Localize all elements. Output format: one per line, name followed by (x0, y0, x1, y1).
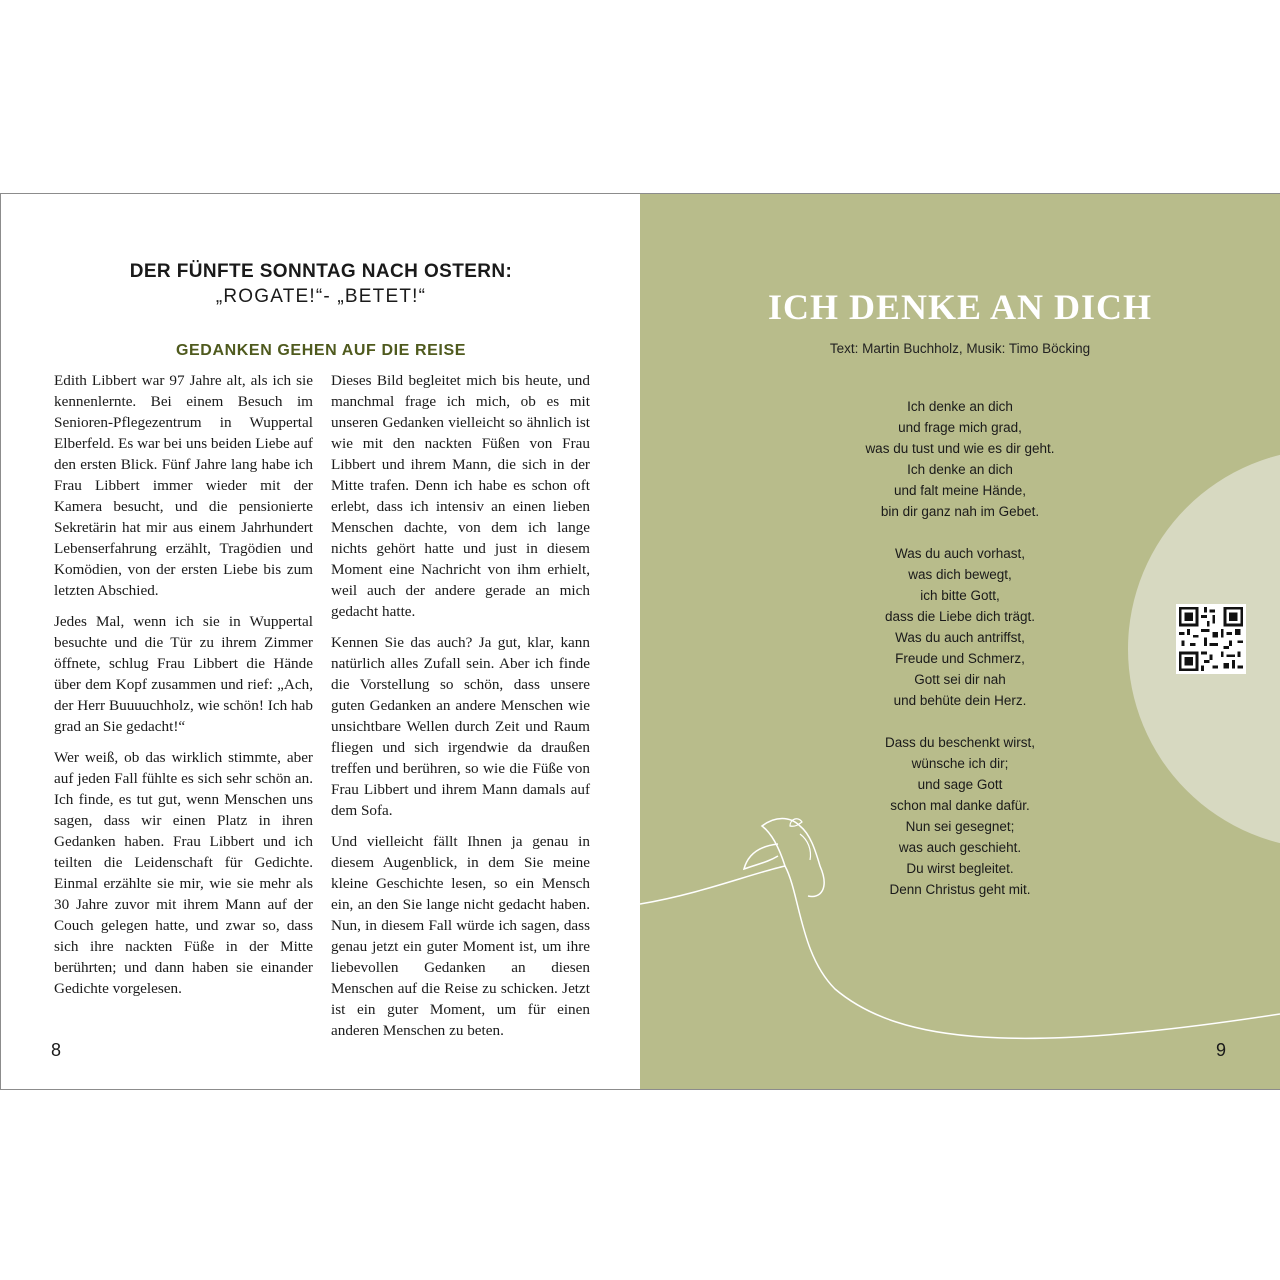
lyric-line: und falt meine Hände, (893, 483, 1027, 498)
lyric-line: ich bitte Gott, (920, 588, 1000, 603)
lyrics (810, 396, 1110, 921)
lyric-line: Du wirst begleitet. (906, 861, 1014, 876)
lyric-line: und frage mich grad, (898, 420, 1022, 435)
stanza (810, 543, 1110, 711)
lyric-line: Was du auch antriffst, (895, 630, 1025, 645)
lyric-line: Ich denke an dich (907, 462, 1013, 477)
right-page (640, 194, 1280, 1089)
lyric-line: was dich bewegt, (908, 567, 1012, 582)
lyric-line: Nun sei gesegnet; (905, 819, 1015, 834)
song-title: ICH DENKE AN DICH (767, 287, 1153, 327)
book-spread (0, 193, 1280, 1090)
section-heading: GEDANKEN GEHEN AUF DIE REISE (175, 342, 467, 359)
song-credit: Text: Martin Buchholz, Musik: Timo Böcking (829, 341, 1091, 356)
lyric-line: Gott sei dir nah (914, 672, 1006, 687)
paragraph: Und vielleicht fällt Ihnen ja genau in diesem Augenblick, in dem Sie meine kleine Geschichte lesen, so ein Mensch ein, an den Sie lange nicht gedacht haben. Nun, in diesem Fall würde ich sagen, dass genau jetzt ein guter Moment ist, um ihre liebevollen Gedanken an diesen Menschen auf die Reise zu schicken. Jetzt ist ein guter Moment, um für einen anderen Menschen zu beten. (331, 833, 590, 1039)
paragraph: Dieses Bild begleitet mich bis heute, und manchmal frage ich mich, ob es mit unseren Gedanken vielleicht so ähnlich ist wie mit den nackten Füßen von Frau Libbert und ihrem Mann, die sich in der Mitte trafen. Denn ich habe es schon oft erlebt, dass ich intensiv an einen lieben Menschen dachte, von dem ich lange nichts gehört hatte und just in diesem Moment eine Nachricht von ihm erhielt, weil auch der andere gerade an mich gedacht hatte. (331, 372, 590, 620)
lyric-line: und behüte dein Herz. (893, 693, 1027, 708)
page-number-left: 8 (51, 1040, 62, 1060)
lyric-line: dass die Liebe dich trägt. (884, 609, 1036, 624)
lyric-line: Ich denke an dich (907, 399, 1013, 414)
paragraph: Edith Libbert war 97 Jahre alt, als ich sie kennenlernte. Bei einem Besuch im Senioren-Pflegezentrum in Wuppertal Elberfeld. Es war bei uns beiden Liebe auf den ersten Blick. Fünf Jahre lang habe ich Frau Libbert immer wieder mit der Kamera besucht, und die pensionierte Sekretärin hat mir aus einem Jahrhundert Lebenserfahrung erzählt, Tragödien und Komödien, von der ersten Liebe bis zum letzten Abschied. (54, 372, 313, 599)
text-column-1 (54, 370, 313, 1009)
qr-code-icon[interactable] (1176, 604, 1246, 674)
lyric-line: und sage Gott (917, 777, 1003, 792)
lyric-line: schon mal danke dafür. (890, 798, 1030, 813)
paragraph: Kennen Sie das auch? Ja gut, klar, kann natürlich alles Zufall sein. Aber ich finde die Vorstellung so schön, dass unsere guten Gedanken an andere Menschen wie unsichtbare Wellen durch Zeit und Raum fliegen und sich irgendwie da draußen treffen und berühren, so wie die Füße von Frau Libbert und ihrem Mann damals auf dem Sofa. (331, 634, 590, 819)
chapter-title-line1: DER FÜNFTE SONNTAG NACH OSTERN: (129, 261, 513, 282)
lyric-line: bin dir ganz nah im Gebet. (880, 504, 1040, 519)
paragraph: Jedes Mal, wenn ich sie in Wuppertal besuchte und die Tür zu ihrem Zimmer öffnete, schlug Frau Libbert die Hände über dem Kopf zusammen und rief: „Ach, der Herr Buuuuchholz, wie schön! Ich hab grad an Sie gedacht!“ (54, 613, 313, 735)
lyric-line: Was du auch vorhast, (894, 546, 1026, 561)
left-page (0, 194, 640, 1089)
qr-code-graphic (1176, 604, 1246, 674)
lyric-line: Denn Christus geht mit. (889, 882, 1031, 897)
chapter-title-line2: „ROGATE!“- „BETET!“ (215, 286, 427, 307)
page-number-right: 9 (1216, 1040, 1227, 1060)
lyric-line: Dass du beschenkt wirst, (884, 735, 1036, 750)
lyric-line: was auch geschieht. (898, 840, 1022, 855)
paragraph: Wer weiß, ob das wirklich stimmte, aber auf jeden Fall fühlte es sich sehr schön an. Ich finde, es tut gut, wenn Menschen uns sagen, dass wir einen Platz in ihren Gedanken haben. Frau Libbert und ich teilten die Leidenschaft für Gedichte. Einmal erzählte sie mir, wie sie mehr als 30 Jahre zuvor mit ihrem Mann auf der Couch gelegen hatte, und zwar so, dass sich ihre nackten Füße in der Mitte berührten; und dann haben sie einander Gedichte vorgelesen. (54, 749, 313, 997)
text-column-2 (331, 370, 590, 1051)
stanza (810, 732, 1110, 900)
lyric-line: wünsche ich dir; (911, 756, 1009, 771)
lyric-line: was du tust und wie es dir geht. (865, 441, 1055, 456)
lyric-line: Freude und Schmerz, (895, 651, 1025, 666)
stanza (810, 396, 1110, 522)
